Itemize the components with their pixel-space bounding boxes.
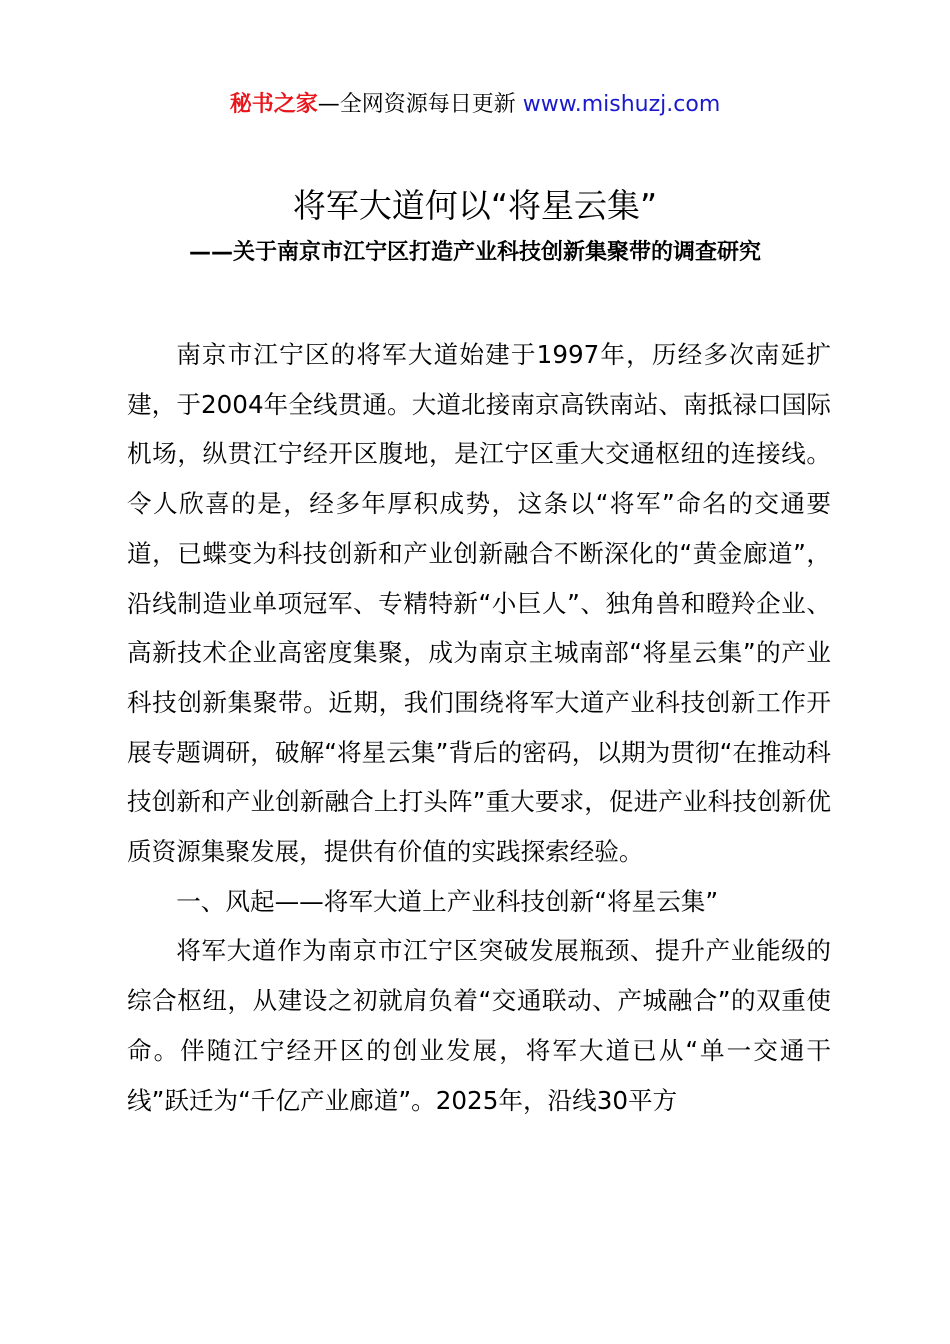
site-header <box>0 88 950 122</box>
site-url-link[interactable]: www.mishuzj.com <box>522 92 721 117</box>
site-brand: 秘书之家 <box>229 92 318 117</box>
paragraph-section-1: 将军大道作为南京市江宁区突破发展瓶颈、提升产业能级的综合枢纽，从建设之初就肩负着“交通联动、产城融合”的双重使命。伴随江宁经开区的创业发展，将军大道已从“单一交通干线”跃迁为“千亿产业廊道”。2025年，沿线30平方 <box>127 936 831 1115</box>
document-title: 将军大道何以“将星云集” <box>292 186 658 225</box>
paragraph-intro: 南京市江宁区的将军大道始建于1997年，历经多次南延扩建，于2004年全线贯通。大道北接南京高铁南站、南抵禄口国际机场，纵贯江宁经开区腹地，是江宁区重大交通枢纽的连接线。令人欣喜的是，经多年厚积成势，这条以“将军”命名的交通要道，已蝶变为科技创新和产业创新融合不断深化的“黄金廊道”，沿线制造业单项冠军、专精特新“小巨人”、独角兽和瞪羚企业、高新技术企业高密度集聚，成为南京主城南部“将星云集”的产业科技创新集聚带。近期，我们围绕将军大道产业科技创新工作开展专题调研，破解“将星云集”背后的密码，以期为贯彻“在推动科技创新和产业创新融合上打头阵”重大要求，促进产业科技创新优质资源集聚发展，提供有价值的实践探索经验。 <box>127 340 831 867</box>
document-subtitle: ——关于南京市江宁区打造产业科技创新集聚带的调查研究 <box>188 240 761 265</box>
site-tagline: —全网资源每日更新 <box>317 92 516 117</box>
section-heading-1: 一、风起——将军大道上产业科技创新“将星云集” <box>176 886 719 916</box>
document-body <box>127 330 831 1125</box>
